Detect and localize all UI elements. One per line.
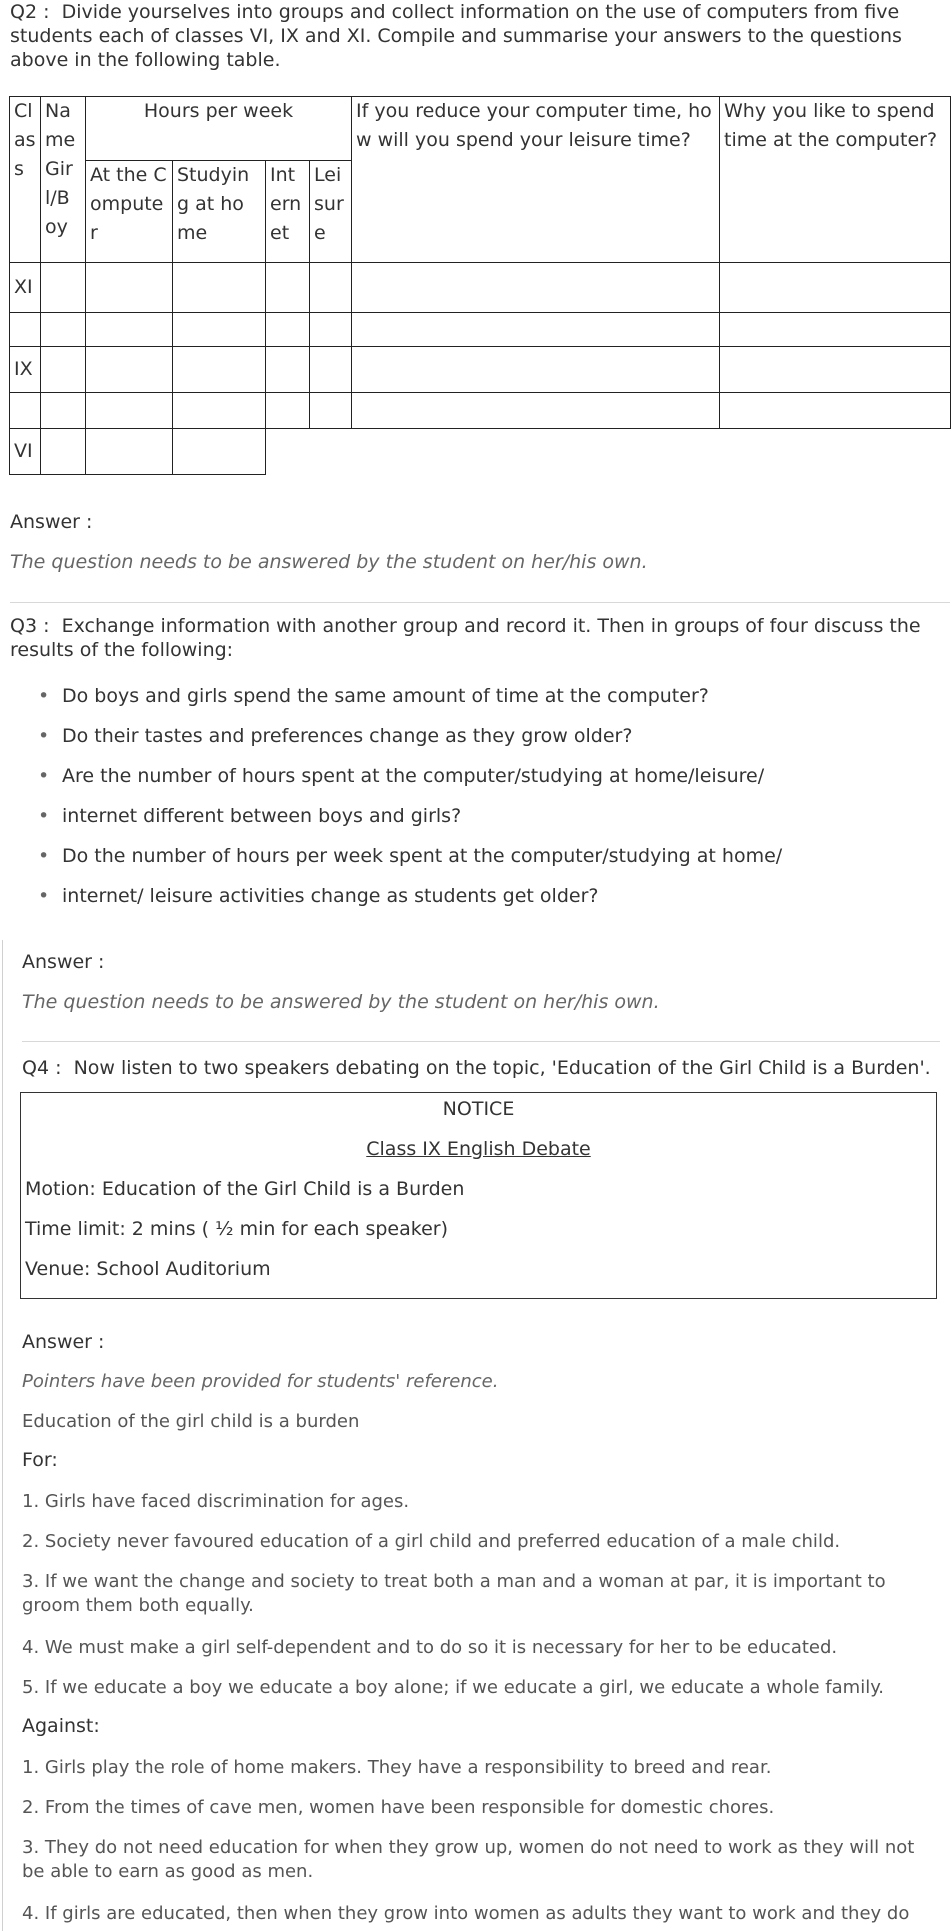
divider: [10, 602, 950, 603]
list-item: 5. If we educate a boy we educate a boy alone; if we educate a girl, we educate a whole family.: [22, 1677, 885, 1698]
answer-label: Answer :: [22, 951, 105, 973]
table-row: [10, 263, 951, 313]
question-label: Q4 :: [22, 1057, 62, 1079]
list-item: • Do the number of hours per week spent at the computer/studying at home/: [38, 844, 918, 884]
class-cell: XI: [10, 263, 41, 313]
table-row: [10, 429, 951, 475]
answer-rule: [2, 940, 3, 1931]
answer-intro: Pointers have been provided for students' reference.: [22, 1371, 499, 1392]
list-item: • internet/ leisure activities change as students get older?: [38, 884, 918, 924]
class-cell: VI: [10, 429, 41, 475]
table-row: [10, 313, 951, 347]
list-item: 1. Girls have faced discrimination for ages.: [22, 1491, 410, 1512]
answer-topic: Education of the girl child is a burden: [22, 1411, 360, 1432]
list-item: 1. Girls play the role of home makers. They have a responsibility to breed and rear.: [22, 1757, 772, 1778]
list-item: 3. They do not need education for when they grow up, women do not need to work as they will not be able to earn as good as men.: [22, 1837, 915, 1882]
question-3-list: [38, 684, 918, 924]
list-item: 2. Society never favoured education of a girl child and preferred education of a male child.: [22, 1531, 841, 1552]
header-internet: Internet: [266, 161, 310, 263]
list-item: 4. If girls are educated, then when they grow into women as adults they want to work and they do: [22, 1903, 910, 1924]
for-label: For:: [22, 1449, 58, 1471]
header-why: Why you like to spend time at the computer?: [720, 97, 951, 263]
question-text: Exchange information with another group and record it. Then in groups of four discuss the results of the following:: [10, 615, 921, 661]
header-class: Class: [10, 97, 41, 263]
answer-label: Answer :: [10, 511, 93, 533]
class-cell: IX: [10, 347, 41, 393]
question-4: [22, 1056, 937, 1080]
list-item: 3. If we want the change and society to treat both a man and a woman at par, it is important to groom them both equally.: [22, 1571, 886, 1616]
header-computer: At the Computer: [86, 161, 173, 263]
question-2: [10, 0, 945, 72]
question-text: Now listen to two speakers debating on the topic, 'Education of the Girl Child is a Burden'.: [73, 1057, 931, 1079]
question-text: Divide yourselves into groups and collect information on the use of computers from five students each of classes VI, IX and XI. Compile and summarise your answers to the questions above in the following table.: [10, 1, 902, 71]
header-name: Name Girl/Boy: [41, 97, 86, 263]
notice-title: NOTICE: [442, 1098, 515, 1120]
against-label: Against:: [22, 1715, 100, 1737]
question-label: Q2 :: [10, 1, 50, 23]
table-row: [10, 347, 951, 393]
question-3: [10, 614, 935, 662]
answer-text: The question needs to be answered by the student on her/his own.: [10, 551, 648, 573]
list-item: 4. We must make a girl self-dependent and to do so it is necessary for her to be educated.: [22, 1637, 838, 1658]
table-row: [10, 393, 951, 429]
notice-venue: Venue: School Auditorium: [25, 1258, 271, 1280]
survey-table: [9, 96, 951, 475]
list-item: • internet different between boys and girls?: [38, 804, 918, 844]
notice-time: Time limit: 2 mins ( ½ min for each speaker): [25, 1218, 449, 1240]
header-reduce: If you reduce your computer time, how will you spend your leisure time?: [352, 97, 720, 263]
header-studying: Studying at home: [173, 161, 266, 263]
notice-box: [20, 1092, 937, 1299]
answer-label: Answer :: [22, 1331, 105, 1353]
answer-text: The question needs to be answered by the student on her/his own.: [22, 991, 660, 1013]
list-item: • Do their tastes and preferences change as they grow older?: [38, 724, 918, 764]
header-hours: Hours per week: [86, 97, 352, 161]
header-leisure: Leisure: [310, 161, 352, 263]
notice-motion: Motion: Education of the Girl Child is a Burden: [25, 1178, 465, 1200]
divider: [22, 1041, 940, 1042]
question-label: Q3 :: [10, 615, 50, 637]
list-item: 2. From the times of cave men, women have been responsible for domestic chores.: [22, 1797, 775, 1818]
notice-subtitle: Class IX English Debate: [366, 1138, 591, 1160]
list-item: • Do boys and girls spend the same amount of time at the computer?: [38, 684, 918, 724]
list-item: • Are the number of hours spent at the computer/studying at home/leisure/: [38, 764, 918, 804]
